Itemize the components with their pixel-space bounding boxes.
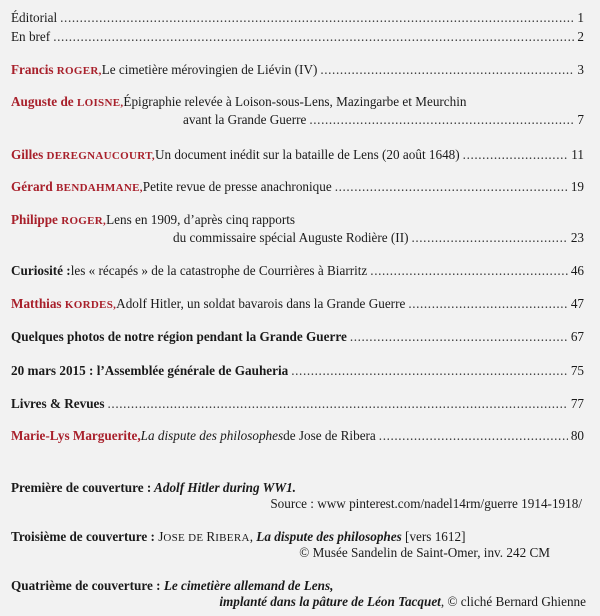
toc-author: Matthias KORDES, — [11, 296, 117, 311]
cover-label: Première de couverture : — [11, 480, 152, 495]
toc-entry-roger-philippe-cont — [173, 230, 584, 246]
leader-dots — [463, 147, 569, 163]
toc-entry-roger-francis — [11, 62, 584, 79]
toc-entry-deregnaucourt — [11, 147, 584, 164]
leader-dots — [60, 10, 574, 26]
toc-entry-kordes — [11, 296, 584, 313]
toc-entry-en-bref — [11, 29, 584, 45]
cover-first-source: Source : www pinterest.com/nadel14rm/guerre 1914-1918/ — [270, 496, 582, 511]
toc-entry-curiosite — [11, 263, 584, 279]
toc-author: Marie-Lys Marguerite, — [11, 428, 141, 443]
toc-author: Francis ROGER, — [11, 62, 102, 77]
toc-page: 23 — [570, 230, 584, 245]
toc-page: 75 — [570, 363, 584, 378]
toc-entry-loisne-cont — [183, 112, 584, 128]
cover-title: Le cimetière allemand de Lens, — [160, 578, 334, 593]
toc-title: En bref — [11, 29, 51, 44]
leader-dots — [335, 179, 568, 195]
toc-title-italic: La dispute des philosophes — [140, 428, 284, 443]
cover-first — [11, 480, 296, 496]
toc-title: de Jose de Ribera — [283, 428, 376, 443]
toc-author: Philippe ROGER, — [11, 212, 107, 227]
leader-dots — [350, 329, 568, 345]
toc-entry-loisne — [11, 94, 584, 111]
toc-title-cont: avant la Grande Guerre — [183, 112, 307, 127]
cover-fourth-credit: implanté dans la pâture de Léon Tacquet, © cliché Bernard Ghienne — [219, 594, 586, 609]
leader-dots — [370, 263, 568, 279]
toc-entry-marguerite — [11, 428, 584, 444]
cover-title: Adolf Hitler during WW1. — [151, 480, 296, 495]
toc-page: 67 — [570, 329, 584, 344]
toc-label: Curiosité : — [11, 263, 71, 278]
toc-title-cont: du commissaire spécial Auguste Rodière (II) — [173, 230, 409, 245]
leader-dots — [408, 296, 568, 312]
toc-page: 1 — [577, 10, 584, 25]
leader-dots — [379, 428, 568, 444]
toc-title: les « récapés » de la catastrophe de Courrières à Biarritz — [70, 263, 368, 278]
toc-page: 11 — [571, 147, 584, 162]
cover-title: La dispute des philosophes — [253, 529, 402, 544]
toc-entry-photos — [11, 329, 584, 345]
toc-entry-roger-philippe — [11, 212, 584, 229]
toc-page: 47 — [570, 296, 584, 311]
toc-page: 77 — [570, 396, 584, 411]
toc-entry-bendahmane — [11, 179, 584, 196]
cover-label: Troisième de couverture : — [11, 529, 155, 544]
toc-title: Le cimetière mérovingien de Liévin (IV) — [101, 62, 318, 77]
leader-dots — [309, 112, 574, 128]
toc-entry-editorial — [11, 10, 584, 26]
leader-dots — [411, 230, 567, 246]
toc-title: Livres & Revues — [11, 396, 105, 411]
toc-page: 7 — [577, 112, 584, 127]
toc-page: 3 — [577, 62, 584, 77]
cover-third: Troisième de couverture : JOSE DE RIBERA, La dispute des philosophes [vers 1612] — [11, 529, 466, 544]
toc-page: 2 — [577, 29, 584, 44]
toc-author: Gilles DEREGNAUCOURT, — [11, 147, 155, 162]
toc-page: 80 — [570, 428, 584, 443]
toc-title: 20 mars 2015 : l’Assemblée générale de Gauheria — [11, 363, 289, 378]
cover-third-credit: © Musée Sandelin de Saint-Omer, inv. 242 CM — [299, 545, 550, 560]
leader-dots — [53, 29, 574, 45]
toc-entry-livres — [11, 396, 584, 412]
leader-dots — [108, 396, 568, 412]
toc-title: Épigraphie relevée à Loison-sous-Lens, Mazingarbe et Meurchin — [123, 94, 467, 109]
leader-dots — [320, 62, 574, 78]
cover-label: Quatrième de couverture : — [11, 578, 161, 593]
toc-title: Quelques photos de notre région pendant la Grande Guerre — [11, 329, 347, 344]
toc-title: Petite revue de presse anachronique — [142, 179, 332, 194]
toc-author: Gérard BENDAHMANE, — [11, 179, 143, 194]
toc-entry-assemblee — [11, 363, 584, 379]
toc-page: 19 — [570, 179, 584, 194]
cover-fourth — [11, 578, 333, 594]
toc-title: Un document inédit sur la bataille de Lens (20 août 1648) — [154, 147, 460, 162]
toc-title: Adolf Hitler, un soldat bavarois dans la Grande Guerre — [116, 296, 406, 311]
toc-page: 46 — [570, 263, 584, 278]
toc-author: Auguste de LOISNE, — [11, 94, 124, 109]
toc-title: Éditorial — [11, 10, 58, 25]
toc-title: Lens en 1909, d’après cinq rapports — [106, 212, 296, 227]
leader-dots — [291, 363, 568, 379]
